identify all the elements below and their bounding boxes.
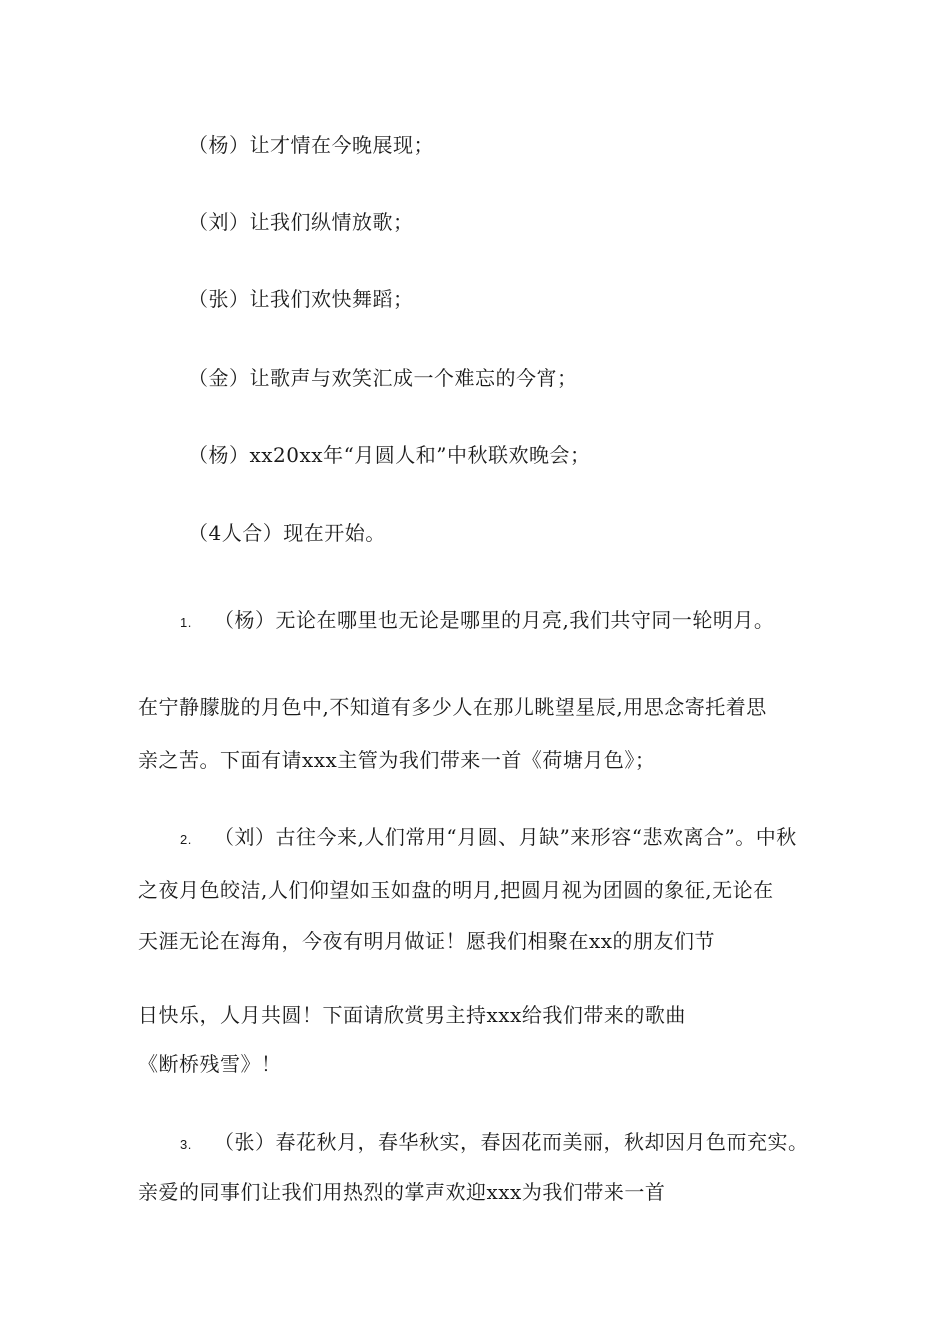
numbered-paragraph-1	[180, 606, 774, 637]
paragraph-line: 天涯无论在海角，今夜有明月做证！愿我们相聚在xx的朋友们节	[138, 929, 716, 953]
paragraph-number: 3.	[180, 1137, 192, 1152]
paragraph-first-line: （刘）古往今来,人们常用“月圆、月缺”来形容“悲欢离合”。中秋	[214, 825, 797, 849]
script-line: （金）让歌声与欢笑汇成一个难忘的今宵；	[188, 366, 578, 390]
paragraph-first-line: （张）春花秋月，春华秋实，春因花而美丽，秋却因月色而充实。	[214, 1130, 809, 1154]
script-line: （杨）让才情在今晚展现；	[188, 133, 434, 157]
paragraph-number: 2.	[180, 832, 192, 847]
paragraph-line: 之夜月色皎洁,人们仰望如玉如盘的明月,把圆月视为团圆的象征,无论在	[138, 878, 774, 902]
paragraph-line: 《断桥残雪》！	[138, 1052, 282, 1076]
paragraph-number: 1.	[180, 615, 192, 630]
paragraph-first-line: （杨）无论在哪里也无论是哪里的月亮,我们共守同一轮明月。	[214, 608, 775, 632]
script-line: （杨）xx20xx年“月圆人和”中秋联欢晚会；	[188, 443, 591, 467]
paragraph-line: 亲爱的同事们让我们用热烈的掌声欢迎xxx为我们带来一首	[138, 1180, 666, 1204]
paragraph-line: 在宁静朦胧的月色中,不知道有多少人在那儿眺望星辰,用思念寄托着思	[138, 695, 767, 719]
script-line: （刘）让我们纵情放歌；	[188, 210, 414, 234]
paragraph-line: 亲之苦。下面有请xxx主管为我们带来一首《荷塘月色》；	[138, 748, 656, 772]
script-line: （张）让我们欢快舞蹈；	[188, 287, 414, 311]
numbered-paragraph-3	[180, 1128, 809, 1159]
paragraph-line: 日快乐，人月共圆！下面请欣赏男主持xxx给我们带来的歌曲	[138, 1003, 686, 1027]
numbered-paragraph-2	[180, 823, 797, 854]
script-line: （4人合）现在开始。	[188, 521, 386, 545]
